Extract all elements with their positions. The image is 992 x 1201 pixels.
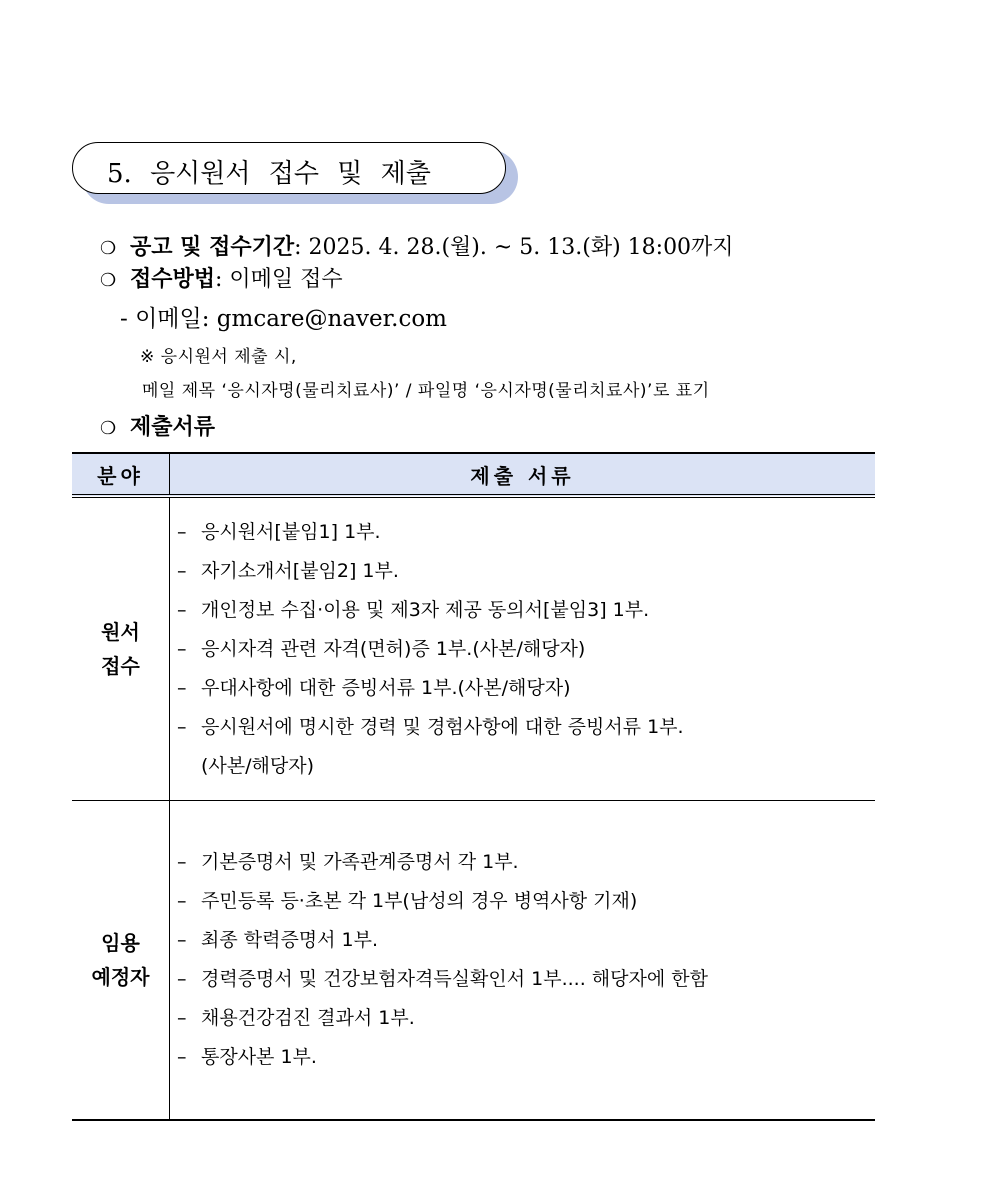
period-line — [100, 230, 734, 261]
list-item-text: 통장사본 1부. — [201, 1046, 317, 1068]
table-row — [72, 496, 875, 801]
dash-bullet: – — [177, 715, 187, 738]
list-item — [177, 921, 874, 960]
field-label-line1: 임용 — [101, 931, 140, 955]
documents-list — [171, 843, 874, 1077]
field-label-line2: 접수 — [101, 654, 140, 678]
dash-bullet: – — [177, 598, 187, 621]
documents-title-label: 제출서류 — [130, 414, 216, 440]
header-documents: 제출 서류 — [170, 453, 876, 496]
email-address: gmcare@naver.com — [216, 306, 447, 332]
list-item — [177, 630, 874, 669]
table-header-row — [72, 453, 875, 496]
documents-cell — [170, 496, 876, 801]
note-line1: ※ 응시원서 제출 시, — [140, 347, 297, 367]
dash-bullet: – — [177, 890, 187, 912]
list-item-text: 채용건강검진 결과서 1부. — [201, 1007, 415, 1029]
list-item — [177, 708, 874, 747]
heading-box — [72, 142, 506, 194]
list-item-text: 우대사항에 대한 증빙서류 1부.(사본/해당자) — [201, 676, 571, 699]
section-heading — [72, 142, 508, 198]
list-item — [177, 669, 874, 708]
list-item — [177, 999, 874, 1038]
list-item-text: 주민등록 등·초본 각 1부(남성의 경우 병역사항 기재) — [201, 890, 638, 912]
period-label: 공고 및 접수기간 — [130, 234, 295, 260]
list-item — [177, 591, 874, 630]
documents-title — [100, 410, 215, 441]
dash-bullet: – — [177, 1046, 187, 1068]
list-item-text: 응시자격 관련 자격(면허)증 1부.(사본/해당자) — [201, 637, 586, 660]
list-item-text: 최종 학력증명서 1부. — [201, 929, 379, 951]
list-item — [177, 552, 874, 591]
documents-cell — [170, 801, 876, 1121]
dash-bullet: – — [177, 637, 187, 660]
method-value: : 이메일 접수 — [215, 267, 343, 292]
list-item-text: 자기소개서[붙임2] 1부. — [201, 559, 399, 582]
list-item — [177, 960, 874, 999]
period-value: : 2025. 4. 28.(월). ~ 5. 13.(화) 18:00까지 — [294, 235, 734, 260]
documents-list — [171, 513, 874, 786]
field-label-line1: 원서 — [101, 620, 140, 644]
section-heading-text: 5. 응시원서 접수 및 제출 — [107, 159, 431, 189]
list-item-text: 경력증명서 및 건강보험자격득실확인서 1부.... 해당자에 한함 — [201, 968, 708, 990]
list-item-continuation: (사본/해당자) — [201, 754, 314, 777]
dash-bullet: – — [177, 559, 187, 582]
dash-bullet: – — [177, 968, 187, 990]
dash-bullet: – — [177, 1007, 187, 1029]
method-line — [100, 262, 343, 293]
dash-bullet: – — [177, 520, 187, 543]
header-field: 분야 — [72, 453, 170, 496]
list-item-text: 기본증명서 및 가족관계증명서 각 1부. — [201, 851, 519, 873]
table-row — [72, 801, 875, 1121]
list-item-text: 응시원서[붙임1] 1부. — [201, 520, 381, 543]
dash-bullet: – — [177, 929, 187, 951]
dash-bullet: – — [177, 676, 187, 699]
list-item-text: 개인정보 수집·이용 및 제3자 제공 동의서[붙임3] 1부. — [201, 598, 650, 621]
email-line — [120, 300, 447, 333]
dash-bullet: – — [177, 851, 187, 873]
circle-bullet-icon: ❍ — [100, 238, 117, 259]
circle-bullet-icon: ❍ — [100, 418, 117, 439]
list-item — [177, 882, 874, 921]
documents-table — [72, 452, 875, 1121]
field-label-line2: 예정자 — [91, 965, 150, 989]
circle-bullet-icon: ❍ — [100, 270, 117, 291]
field-cell — [72, 496, 170, 801]
list-item — [177, 843, 874, 882]
method-label: 접수방법 — [130, 266, 216, 292]
field-cell — [72, 801, 170, 1121]
list-item — [177, 1038, 874, 1077]
list-item-text: 응시원서에 명시한 경력 및 경험사항에 대한 증빙서류 1부. — [201, 715, 684, 738]
list-item — [177, 513, 874, 552]
note-line2: 메일 제목 ‘응시자명(물리치료사)’ / 파일명 ‘응시자명(물리치료사)’로 표기 — [142, 381, 710, 401]
email-prefix: - 이메일: — [120, 306, 217, 332]
